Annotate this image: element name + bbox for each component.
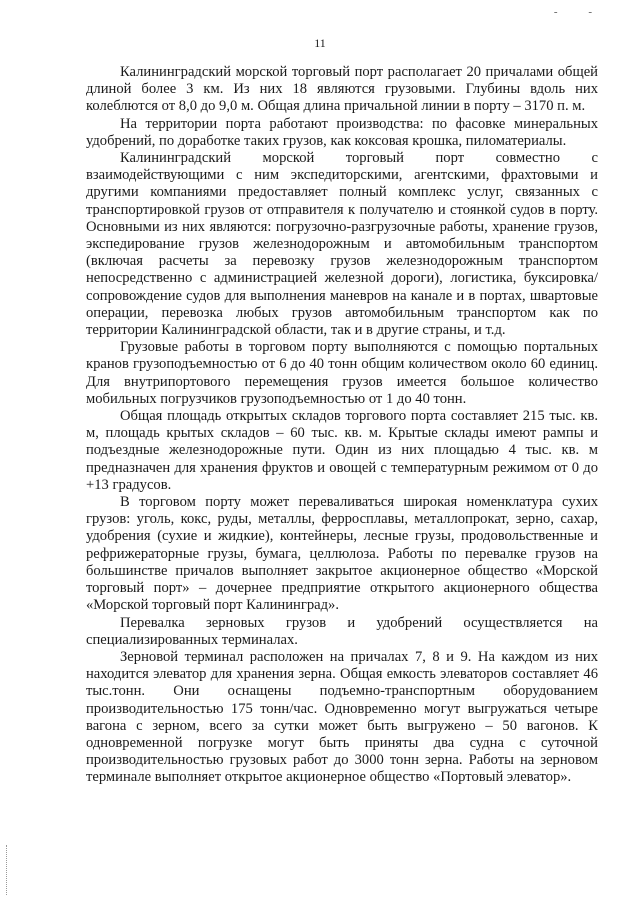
scan-edge-marks <box>6 845 9 895</box>
paragraph-services: Калининградский морской торговый порт совместно с взаимодействующими с ним экспедиторскими, агентскими, фрахтовыми и другими компаниями предоставляет полный комплекс услуг, связанных с транспортировкой грузов от отправителя к получателю и стоянкой судов в порту. Основными из них являются: погрузочно-разгрузочные работы, хранение грузов, экспедирование грузов железнодорожным и автомобильным транспортом (включая расчеты за перевозку грузов железнодорожным транспортом непосредственно с администрацией железной дороги), логистика, буксировка/сопровождение судов для выполнения маневров на канале и в портах, швартовые операции, перевозка любых грузов автомобильным транспортом как по территории Калининградской области, так и в другие страны, и т.д. <box>86 150 598 339</box>
corner-marks: - - <box>553 6 606 18</box>
paragraph-berths: Калининградский морской торговый порт располагает 20 причалами общей длиной более 3 км. Из них 18 являются грузовыми. Глубины вдоль них колеблются от 8,0 до 9,0 м. Общая длина причальной линии в порту – 3170 п. м. <box>86 64 598 115</box>
paragraph-cranes: Грузовые работы в торговом порту выполняются с помощью портальных кранов грузоподъемностью от 6 до 40 тонн общим количеством около 60 единиц. Для внутрипортового перемещения грузов имеется большое количество мобильных погрузчиков грузоподъемностью от 1 до 40 тонн. <box>86 339 598 407</box>
paragraph-grain-terminal: Зерновой терминал расположен на причалах 7, 8 и 9. На каждом из них находится элеватор для хранения зерна. Общая емкость элеваторов составляет 46 тыс.тонн. Они оснащены подъемно-транспортным оборудованием производительностью 175 тонн/час. Одновременно могут выгружаться четыре вагона с зерном, всего за сутки может быть выгружено – 50 вагонов. К одновременной погрузке могут быть приняты два судна с суточной производительностью грузовых работ до 3000 тонн зерна. Работы на зерновом терминале выполняет открытое акционерное общество «Портовый элеватор». <box>86 648 598 786</box>
paragraph-warehouses: Общая площадь открытых складов торгового порта составляет 215 тыс. кв. м, площадь крытых складов – 60 тыс. кв. м. Крытые склады имеют рампы и подъездные железнодорожные пути. Один из них площадью 4 тыс. кв. м предназначен для хранения фруктов и овощей с температурным режимом от 0 до +13 градусов. <box>86 408 598 493</box>
paragraph-production: На территории порта работают производства: по фасовке минеральных удобрений, по доработке таких грузов, как коксовая крошка, пиломатериалы. <box>86 115 598 149</box>
paragraph-cargo-range: В торговом порту может переваливаться широкая номенклатура сухих грузов: уголь, кокс, руды, металлы, ферросплавы, металлопрокат, зерно, сахар, удобрения (сухие и жидкие), контейнеры, лесные грузы, продовольственные и рефрижераторные грузы, бумага, целлюлоза. Работы по перевалке грузов на большинстве причалов выполняет закрытое акционерное общество «Морской торговый порт» – дочернее предприятие открытого акционерного общества «Морской торговый порт Калининград». <box>86 494 598 614</box>
page-number: 11 <box>314 36 326 50</box>
paragraph-terminals: Перевалка зерновых грузов и удобрений осуществляется на специализированных терминалах. <box>86 614 598 648</box>
body-text <box>86 64 598 787</box>
